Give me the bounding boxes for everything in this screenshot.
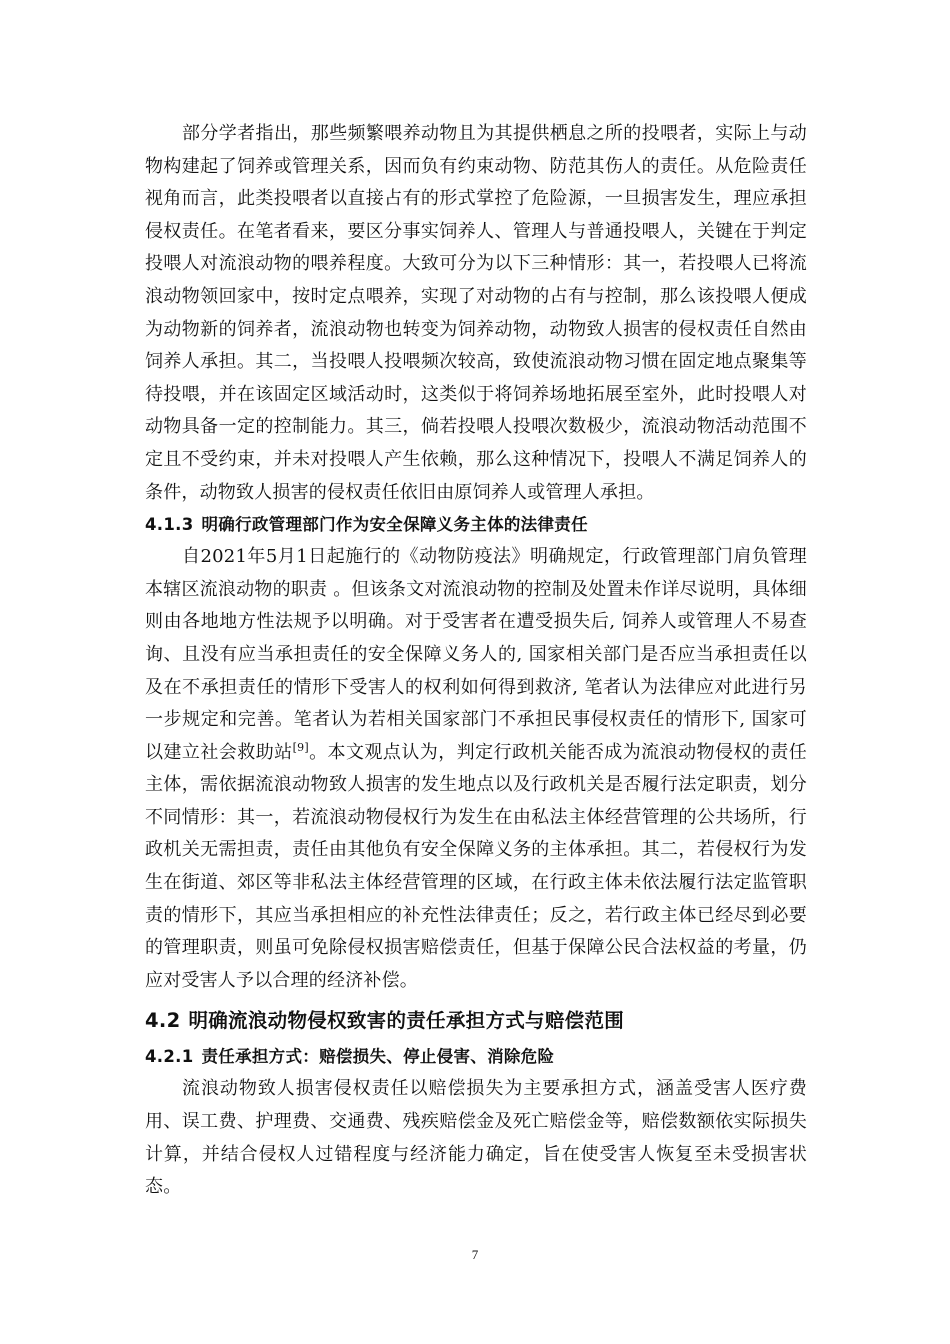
heading-4-1-3 [145, 509, 807, 541]
paragraph-text-part2: 。本文观点认为，判定行政机关能否成为流浪动物侵权的责任主体，需依据流浪动物致人损害的发生地点以及行政机关是否履行法定职责，划分不同情形：其一，若流浪动物侵权行为发生在由私法主体经营管理的公共场所，行政机关无需担责，责任由其他负有安全保障义务的主体承担。其二，若侵权行为发生在街道、郊区等非私法主体经营管理的区域，在行政主体未依法履行法定监管职责的情形下，其应当承担相应的补充性法律责任；反之，若行政主体已经尽到必要的管理职责，则虽可免除侵权损害赔偿责任，但基于保障公民合法权益的考量，仍应对受害人予以合理的经济补偿。 [145, 741, 807, 991]
heading-text: 明确流浪动物侵权致害的责任承担方式与赔偿范围 [188, 1009, 625, 1033]
heading-number: 4.2.1 [145, 1047, 194, 1067]
heading-number: 4.2 [145, 1009, 181, 1033]
paragraph-feeder-liability: 部分学者指出，那些频繁喂养动物且为其提供栖息之所的投喂者，实际上与动物构建起了饲养或管理关系，因而负有约束动物、防范其伤人的责任。从危险责任视角而言，此类投喂者以直接占有的形式掌控了危险源，一旦损害发生，理应承担侵权责任。在笔者看来，要区分事实饲养人、管理人与普通投喂人，关键在于判定投喂人对流浪动物的喂养程度。大致可分为以下三种情形：其一，若投喂人已将流浪动物领回家中，按时定点喂养，实现了对动物的占有与控制，那么该投喂人便成为动物新的饲养者，流浪动物也转变为饲养动物，动物致人损害的侵权责任自然由饲养人承担。其二，当投喂人投喂频次较高，致使流浪动物习惯在固定地点聚集等待投喂，并在该固定区域活动时，这类似于将饲养场地拓展至室外，此时投喂人对动物具备一定的控制能力。其三，倘若投喂人投喂次数极少，流浪动物活动范围不定且不受约束，并未对投喂人产生依赖，那么这种情况下，投喂人不满足饲养人的条件，动物致人损害的侵权责任依旧由原饲养人或管理人承担。 [145, 123, 807, 503]
heading-text: 责任承担方式：赔偿损失、停止侵害、消除危险 [201, 1047, 555, 1067]
heading-text: 明确行政管理部门作为安全保障义务主体的法律责任 [201, 515, 588, 535]
paragraph-compensation: 流浪动物致人损害侵权责任以赔偿损失为主要承担方式，涵盖受害人医疗费用、误工费、护理费、交通费、残疾赔偿金及死亡赔偿金等，赔偿数额依实际损失计算，并结合侵权人过错程度与经济能力确定，旨在使受害人恢复至未受损害状态。 [145, 1078, 807, 1198]
citation-reference: [9] [292, 740, 309, 754]
heading-number: 4.1.3 [145, 515, 194, 535]
paragraph-text-part1: 自2021年5月1日起施行的《动物防疫法》明确规定，行政管理部门肩负管理本辖区流浪动物的职责 。但该条文对流浪动物的控制及处置未作详尽说明，具体细则由各地地方性法规予以明确。对于受害者在遭受损失后, 饲养人或管理人不易查询、且没有应当承担责任的安全保障义务人的, 国家相关部门是否应当承担责任以及在不承担责任的情形下受害人的权利如何得到救济, 笔者认为法律应对此进行另一步规定和完善。笔者认为若相关国家部门不承担民事侵权责任的情形下, 国家可以建立社会救助站 [145, 546, 807, 763]
document-page [145, 118, 807, 1204]
heading-4-2-1 [145, 1041, 807, 1073]
heading-4-2 [145, 1003, 807, 1039]
paragraph-administrative-liability [145, 541, 807, 997]
page-number: 7 [471, 1247, 479, 1262]
